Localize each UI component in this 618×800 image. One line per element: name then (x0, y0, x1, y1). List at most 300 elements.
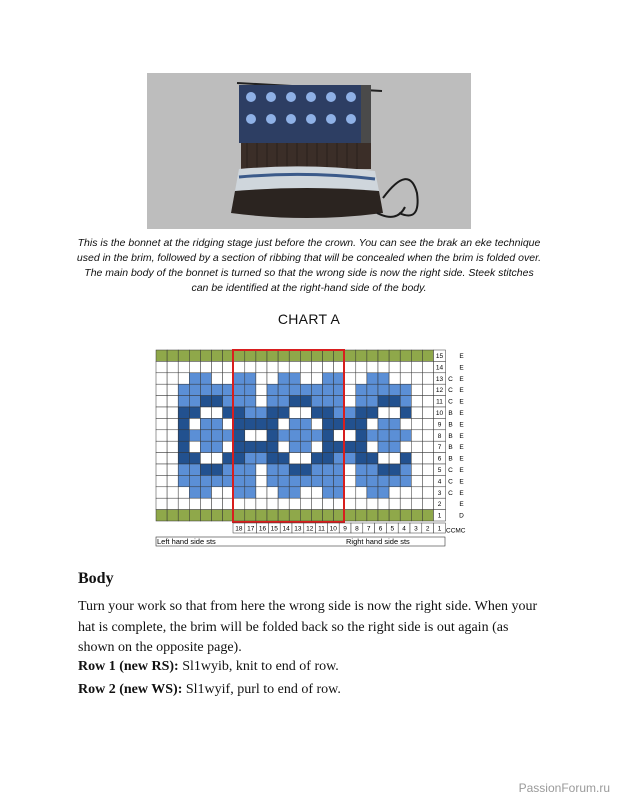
chart-cell (411, 475, 422, 486)
chart-cell (378, 361, 389, 372)
chart-cell (300, 498, 311, 509)
chart-cell (400, 453, 411, 464)
chart-cell (156, 453, 167, 464)
row-1-text: Sl1wyib, knit to end of row. (178, 659, 339, 674)
row-1-label: Row 1 (new RS): (78, 659, 179, 674)
row-cc-color: B (448, 455, 453, 463)
chart-cell (311, 430, 322, 441)
chart-cell (256, 441, 267, 452)
left-hand-label: Left hand side sts (157, 537, 216, 546)
chart-cell (167, 487, 178, 498)
chart-cell (167, 373, 178, 384)
chart-cell (189, 373, 200, 384)
chart-cell (234, 396, 245, 407)
chart-cell (356, 384, 367, 395)
chart-cell (167, 350, 178, 361)
chart-cell (345, 396, 356, 407)
chart-cell (167, 361, 178, 372)
chart-cell (267, 407, 278, 418)
chart-cell (267, 487, 278, 498)
row-mc-color: E (459, 467, 464, 474)
chart-cell (167, 498, 178, 509)
chart-cell (411, 464, 422, 475)
chart-cell (156, 350, 167, 361)
chart-cell (300, 487, 311, 498)
stitch-number: 11 (318, 525, 325, 533)
chart-cell (311, 464, 322, 475)
row-cc-color: C (448, 375, 453, 383)
chart-cell (289, 407, 300, 418)
chart-cell (400, 418, 411, 429)
chart-cell (389, 407, 400, 418)
chart-cell (367, 396, 378, 407)
chart-cell (167, 453, 178, 464)
chart-cell (367, 453, 378, 464)
chart-cell (345, 350, 356, 361)
row-number: 4 (437, 478, 442, 486)
row-number: 7 (437, 444, 442, 452)
row-number: 14 (435, 364, 444, 372)
chart-cell (289, 475, 300, 486)
chart-cell (234, 453, 245, 464)
chart-cell (278, 475, 289, 486)
chart-cell (178, 384, 189, 395)
chart-cell (300, 510, 311, 521)
row-number: 9 (437, 421, 442, 429)
chart-cell (411, 361, 422, 372)
body-heading: Body (78, 570, 114, 587)
chart-cell (178, 407, 189, 418)
chart-cell (178, 373, 189, 384)
chart-cell (167, 407, 178, 418)
chart-cell (212, 384, 223, 395)
chart-cell (256, 510, 267, 521)
chart-cell (212, 350, 223, 361)
chart-cell (356, 361, 367, 372)
chart-cell (212, 430, 223, 441)
chart-cell (267, 475, 278, 486)
chart-cell (356, 498, 367, 509)
chart-cell (411, 441, 422, 452)
chart-cell (311, 453, 322, 464)
chart-cell (245, 384, 256, 395)
chart-cell (189, 464, 200, 475)
chart-cell (389, 475, 400, 486)
chart-cell (289, 498, 300, 509)
chart-cell (234, 464, 245, 475)
row-number: 6 (437, 455, 442, 463)
chart-cell (378, 441, 389, 452)
chart-cell (278, 430, 289, 441)
knitting-chart (154, 348, 474, 548)
chart-cell (367, 384, 378, 395)
chart-cell (378, 430, 389, 441)
chart-cell (300, 373, 311, 384)
chart-cell (189, 430, 200, 441)
chart-cell (178, 487, 189, 498)
chart-cell (356, 430, 367, 441)
chart-cell (212, 487, 223, 498)
stitch-number: 15 (270, 525, 278, 533)
stitch-number: 13 (294, 525, 302, 533)
chart-cell (356, 475, 367, 486)
chart-cell (167, 464, 178, 475)
chart-cell (311, 407, 322, 418)
stitch-number: 9 (343, 525, 347, 533)
chart-cell (267, 430, 278, 441)
chart-cell (212, 464, 223, 475)
chart-cell (278, 384, 289, 395)
row-mc-color: E (459, 501, 464, 509)
chart-cell (311, 475, 322, 486)
chart-cell (178, 430, 189, 441)
chart-cell (300, 350, 311, 361)
chart-cell (278, 453, 289, 464)
chart-cell (356, 418, 367, 429)
chart-cell (256, 384, 267, 395)
row-mc-color: E (459, 421, 464, 429)
chart-cell (422, 475, 433, 486)
chart-cell (256, 350, 267, 361)
chart-cell (212, 373, 223, 384)
chart-cell (278, 407, 289, 418)
chart-cell (411, 373, 422, 384)
chart-cell (367, 510, 378, 521)
chart-cell (234, 361, 245, 372)
chart-cell (323, 396, 334, 407)
chart-cell (234, 430, 245, 441)
chart-cell (245, 453, 256, 464)
chart-cell (389, 430, 400, 441)
chart-cell (311, 373, 322, 384)
chart-cell (389, 350, 400, 361)
chart-cell (245, 487, 256, 498)
chart-cell (323, 430, 334, 441)
chart-cell (422, 464, 433, 475)
chart-cell (389, 396, 400, 407)
chart-cell (422, 384, 433, 395)
chart-cell (356, 464, 367, 475)
chart-cell (167, 396, 178, 407)
chart-cell (389, 384, 400, 395)
chart-cell (234, 384, 245, 395)
chart-cell (323, 453, 334, 464)
row-mc-color: E (459, 410, 464, 417)
chart-cell (178, 361, 189, 372)
chart-title: CHART A (277, 311, 341, 327)
photo-caption: This is the bonnet at the ridging stage just before the crown. You can see the brak an eke technique used in the brim, followed by a section of ribbing that will be concealed when the brim is folded over. The main body of the bonnet is turned so that the wrong side is now the right side. Steek stitches can be identified at the right-hand side of the body. (76, 237, 542, 294)
chart-cell (422, 396, 433, 407)
chart-cell (311, 384, 322, 395)
chart-cell (345, 373, 356, 384)
row-mc-color: E (459, 478, 464, 486)
row-mc-color: E (459, 364, 464, 372)
chart-cell (389, 464, 400, 475)
chart-cell (289, 418, 300, 429)
chart-cell (411, 487, 422, 498)
chart-cell (378, 407, 389, 418)
chart-cell (267, 464, 278, 475)
chart-cell (245, 361, 256, 372)
chart-cell (278, 396, 289, 407)
chart-cell (156, 464, 167, 475)
chart-cell (311, 361, 322, 372)
row-cc-color: C (448, 398, 453, 406)
chart-cell (323, 361, 334, 372)
chart-cell (356, 510, 367, 521)
stitch-number: 7 (366, 525, 371, 533)
bonnet-illustration (147, 73, 471, 229)
chart-cell (245, 407, 256, 418)
row-cc-color: C (448, 478, 453, 486)
chart-cell (178, 453, 189, 464)
chart-cell (212, 441, 223, 452)
row-cc-color: B (448, 444, 453, 452)
chart-cell (278, 510, 289, 521)
chart-cell (256, 396, 267, 407)
row-cc-color: B (448, 421, 453, 429)
chart-cell (323, 510, 334, 521)
row-1-instruction (78, 659, 339, 675)
chart-grid (156, 350, 434, 521)
chart-cell (200, 418, 211, 429)
chart-cell (178, 396, 189, 407)
chart-cell (189, 384, 200, 395)
chart-cell (267, 373, 278, 384)
chart-cell (300, 453, 311, 464)
chart-cell (323, 407, 334, 418)
chart-cell (411, 430, 422, 441)
chart-cell (245, 430, 256, 441)
chart-cell (289, 510, 300, 521)
chart-cell (200, 430, 211, 441)
chart-cell (200, 396, 211, 407)
stitch-number: 6 (378, 525, 383, 533)
chart-cell (245, 475, 256, 486)
chart-cell (389, 373, 400, 384)
row-labels (434, 350, 465, 521)
chart-cell (178, 475, 189, 486)
row-number: 10 (435, 410, 444, 417)
chart-cell (389, 441, 400, 452)
chart-cell (411, 418, 422, 429)
chart-cell (300, 396, 311, 407)
chart-cell (156, 441, 167, 452)
chart-cell (367, 441, 378, 452)
chart-cell (256, 418, 267, 429)
chart-cell (156, 430, 167, 441)
chart-cell (422, 453, 433, 464)
stitch-number: 18 (235, 525, 243, 533)
chart-cell (256, 464, 267, 475)
chart-cell (156, 396, 167, 407)
chart-cell (234, 418, 245, 429)
row-mc-color: E (459, 432, 464, 440)
chart-cell (256, 453, 267, 464)
chart-cell (245, 441, 256, 452)
row-2-label: Row 2 (new WS): (78, 682, 183, 697)
chart-cell (234, 407, 245, 418)
cc-mc-label: CCMC (446, 527, 466, 535)
chart-cell (389, 487, 400, 498)
chart-cell (345, 498, 356, 509)
chart-cell (156, 361, 167, 372)
chart-cell (389, 510, 400, 521)
chart-cell (200, 384, 211, 395)
chart-cell (189, 361, 200, 372)
chart-cell (234, 373, 245, 384)
chart-cell (300, 430, 311, 441)
chart-cell (256, 361, 267, 372)
chart-cell (189, 441, 200, 452)
chart-cell (212, 475, 223, 486)
chart-cell (156, 498, 167, 509)
stitch-number: 2 (425, 525, 430, 533)
chart-cell (289, 441, 300, 452)
row-number: 8 (437, 432, 442, 440)
row-mc-color: E (459, 444, 464, 452)
chart-cell (323, 464, 334, 475)
chart-cell (378, 487, 389, 498)
chart-cell (278, 418, 289, 429)
chart-cell (178, 464, 189, 475)
chart-cell (245, 418, 256, 429)
row-number: 5 (437, 467, 442, 474)
chart-cell (234, 510, 245, 521)
chart-cell (400, 464, 411, 475)
chart-cell (345, 361, 356, 372)
chart-cell (422, 498, 433, 509)
chart-cell (411, 510, 422, 521)
chart-cell (267, 361, 278, 372)
chart-cell (178, 418, 189, 429)
chart-cell (378, 373, 389, 384)
chart-cell (378, 498, 389, 509)
chart-cell (356, 487, 367, 498)
stitch-number: 8 (355, 525, 359, 533)
chart-cell (311, 418, 322, 429)
stitch-number: 5 (390, 525, 395, 533)
chart-cell (422, 350, 433, 361)
row-mc-color: E (459, 353, 464, 360)
chart-cell (378, 475, 389, 486)
chart-cell (422, 418, 433, 429)
chart-cell (422, 487, 433, 498)
chart-cell (311, 441, 322, 452)
chart-cell (300, 418, 311, 429)
chart-cell (345, 487, 356, 498)
chart-cell (311, 510, 322, 521)
chart-cell (289, 396, 300, 407)
chart-cell (278, 498, 289, 509)
row-number: 2 (437, 501, 442, 509)
chart-cell (378, 396, 389, 407)
chart-cell (367, 464, 378, 475)
chart-cell (300, 407, 311, 418)
stitch-number: 17 (247, 525, 255, 533)
stitch-number: 3 (414, 525, 418, 533)
chart-cell (345, 441, 356, 452)
chart-cell (356, 453, 367, 464)
chart-cell (156, 487, 167, 498)
stitch-number: 10 (329, 525, 337, 533)
chart-cell (400, 396, 411, 407)
row-cc-color: B (448, 432, 453, 440)
chart-cell (178, 350, 189, 361)
chart-cell (212, 418, 223, 429)
chart-cell (278, 464, 289, 475)
chart-cell (378, 384, 389, 395)
row-number: 1 (437, 512, 442, 520)
chart-cell (345, 407, 356, 418)
chart-cell (400, 373, 411, 384)
chart-cell (356, 407, 367, 418)
chart-cell (189, 453, 200, 464)
chart-cell (411, 396, 422, 407)
chart-cell (189, 407, 200, 418)
chart-cell (300, 475, 311, 486)
chart-cell (256, 407, 267, 418)
chart-cell (300, 384, 311, 395)
chart-cell (367, 498, 378, 509)
chart-cell (367, 373, 378, 384)
chart-cell (156, 407, 167, 418)
chart-cell (367, 430, 378, 441)
chart-cell (289, 361, 300, 372)
chart-cell (267, 441, 278, 452)
chart-cell (311, 350, 322, 361)
chart-cell (245, 464, 256, 475)
chart-cell (367, 361, 378, 372)
chart-cell (289, 384, 300, 395)
chart-cell (256, 430, 267, 441)
chart-cell (189, 350, 200, 361)
chart-cell (323, 441, 334, 452)
chart-cell (200, 510, 211, 521)
chart-cell (323, 487, 334, 498)
chart-cell (200, 441, 211, 452)
stitch-number: 12 (306, 525, 314, 533)
chart-cell (400, 430, 411, 441)
chart-cell (300, 464, 311, 475)
chart-cell (278, 373, 289, 384)
chart-cell (156, 373, 167, 384)
chart-cell (289, 453, 300, 464)
body-paragraph: Turn your work so that from here the wrong side is now the right side. When your hat is complete, the brim will be folded back so the right side is out again (as shown on the opposite page). (78, 599, 538, 655)
chart-cell (278, 350, 289, 361)
chart-cell (156, 418, 167, 429)
chart-cell (189, 418, 200, 429)
row-number: 3 (437, 489, 442, 497)
chart-cell (156, 510, 167, 521)
row-mc-color: E (459, 387, 464, 395)
row-number: 12 (435, 387, 444, 395)
chart-cell (267, 498, 278, 509)
row-mc-color: E (459, 375, 464, 383)
right-hand-label: Right hand side sts (346, 537, 410, 546)
chart-cell (267, 396, 278, 407)
chart-cell (378, 453, 389, 464)
stitch-number: 1 (437, 525, 442, 533)
chart-cell (278, 487, 289, 498)
chart-cell (267, 384, 278, 395)
chart-cell (367, 350, 378, 361)
chart-cell (367, 475, 378, 486)
chart-cell (234, 350, 245, 361)
chart-cell (200, 350, 211, 361)
chart-a (154, 348, 474, 553)
chart-cell (156, 384, 167, 395)
